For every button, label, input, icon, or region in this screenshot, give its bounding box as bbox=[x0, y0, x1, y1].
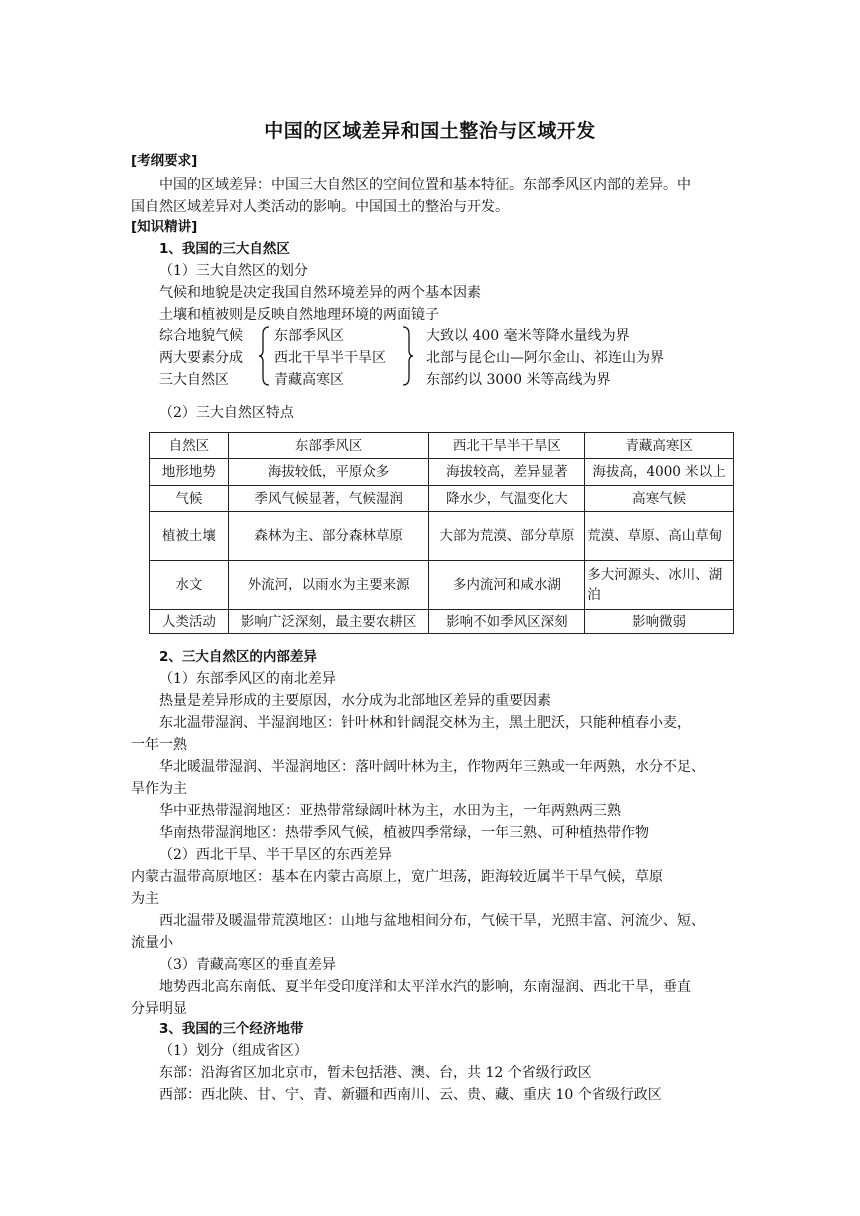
section-1-sub-2: （2）三大自然区特点 bbox=[159, 405, 294, 421]
left-brace bbox=[258, 326, 270, 386]
section-2-line-8b: 分异明显 bbox=[131, 1001, 187, 1017]
section-2-line-3a: 华北暖温带湿润、半湿润地区：落叶阔叶林为主，作物两年三熟或一年两熟，水分不足、 bbox=[159, 759, 705, 775]
brace-right-line-3: 东部约以 3000 米等高线为界 bbox=[426, 372, 611, 388]
section-3-heading: 3、我国的三个经济地带 bbox=[159, 1021, 304, 1037]
table-row bbox=[150, 610, 734, 634]
table-cell: 水文 bbox=[150, 561, 229, 610]
table-cell: 气候 bbox=[150, 486, 229, 512]
table-cell: 人类活动 bbox=[150, 610, 229, 634]
table-row bbox=[150, 486, 734, 512]
table-cell: 海拔高，4000 米以上 bbox=[585, 459, 734, 486]
section-2-sub-2: （2）西北干旱、半干旱区的东西差异 bbox=[159, 847, 392, 863]
table-header-row bbox=[150, 433, 734, 459]
table-header-cell: 自然区 bbox=[150, 433, 229, 459]
section-1-heading: 1、我国的三大自然区 bbox=[159, 241, 290, 257]
section-3-line-1: 东部：沿海省区加北京市，暂未包括港、澳、台，共 12 个省级行政区 bbox=[159, 1065, 592, 1081]
table-cell: 影响微弱 bbox=[585, 610, 734, 634]
table-cell: 降水少，气温变化大 bbox=[429, 486, 585, 512]
table-row bbox=[150, 561, 734, 610]
section-2-line-8a: 地势西北高东南低、夏半年受印度洋和太平洋水汽的影响，东南湿润、西北干旱，垂直 bbox=[159, 979, 691, 995]
section-2-line-2a: 东北温带湿润、半湿润地区：针叶林和针阔混交林为主，黑土肥沃，只能种植春小麦， bbox=[159, 715, 691, 731]
section-2-sub-1: （1）东部季风区的南北差异 bbox=[159, 671, 336, 687]
section-3-sub-1: （1）划分（组成省区） bbox=[159, 1043, 308, 1059]
section-2-sub-3: （3）青藏高寒区的垂直差异 bbox=[159, 957, 336, 973]
section-2-line-7b: 流量小 bbox=[131, 935, 173, 951]
brace-mid-line-1: 东部季风区 bbox=[274, 328, 344, 344]
table-cell: 多大河源头、冰川、湖泊 bbox=[585, 561, 734, 610]
table-cell: 大部为荒漠、部分草原 bbox=[429, 512, 585, 561]
kaogang-text-2: 国自然区域差异对人类活动的影响。中国国土的整治与开发。 bbox=[131, 199, 509, 215]
table-cell: 森林为主、部分森林草原 bbox=[228, 512, 429, 561]
brace-mid-line-3: 青藏高寒区 bbox=[274, 372, 344, 388]
table-cell: 影响广泛深刻，最主要农耕区 bbox=[228, 610, 429, 634]
section-2-line-5: 华南热带湿润地区：热带季风气候，植被四季常绿，一年三熟、可种植热带作物 bbox=[159, 825, 649, 841]
natural-zone-table bbox=[149, 432, 734, 634]
section-1-line-1: 气候和地貌是决定我国自然环境差异的两个基本因素 bbox=[159, 285, 481, 301]
section-1-sub-1: （1）三大自然区的划分 bbox=[159, 263, 308, 279]
brace-right-line-2: 北部与昆仑山—阿尔金山、祁连山为界 bbox=[426, 350, 664, 366]
brace-right-line-1: 大致以 400 毫米等降水量线为界 bbox=[426, 328, 630, 344]
section-2-line-6b: 为主 bbox=[131, 891, 159, 907]
table-row bbox=[150, 459, 734, 486]
page-title: 中国的区域差异和国土整治与区域开发 bbox=[264, 120, 596, 142]
section-2-line-7a: 西北温带及暖温带荒漠地区：山地与盆地相间分布，气候干旱，光照丰富、河流少、短、 bbox=[159, 913, 705, 929]
section-2-line-2b: 一年一熟 bbox=[131, 737, 187, 753]
table-cell: 海拔较低，平原众多 bbox=[228, 459, 429, 486]
table-cell: 海拔较高，差异显著 bbox=[429, 459, 585, 486]
table-header-cell: 青藏高寒区 bbox=[585, 433, 734, 459]
table-cell: 季风气候显著，气候湿润 bbox=[228, 486, 429, 512]
table-cell: 荒漠、草原、高山草甸 bbox=[585, 512, 734, 561]
table-cell: 影响不如季风区深刻 bbox=[429, 610, 585, 634]
section-2-line-4: 华中亚热带湿润地区：亚热带常绿阔叶林为主，水田为主，一年两熟两三熟 bbox=[159, 803, 621, 819]
right-brace bbox=[402, 326, 414, 386]
section-2-line-1: 热量是差异形成的主要原因，水分成为北部地区差异的重要因素 bbox=[159, 693, 551, 709]
table-cell: 多内流河和咸水湖 bbox=[429, 561, 585, 610]
section-2-line-6a: 内蒙古温带高原地区：基本在内蒙古高原上，宽广坦荡，距海较近属半干旱气候，草原 bbox=[131, 869, 663, 885]
brace-left-line-1: 综合地貌气候 bbox=[159, 328, 243, 344]
table-cell: 高寒气候 bbox=[585, 486, 734, 512]
table-cell: 植被土壤 bbox=[150, 512, 229, 561]
zhishi-heading: [知识精讲] bbox=[131, 219, 198, 235]
table-header-cell: 东部季风区 bbox=[228, 433, 429, 459]
table-header-cell: 西北干旱半干旱区 bbox=[429, 433, 585, 459]
table-row bbox=[150, 512, 734, 561]
brace-left-line-2: 两大要素分成 bbox=[159, 350, 243, 366]
table-cell: 外流河，以雨水为主要来源 bbox=[228, 561, 429, 610]
brace-left-line-3: 三大自然区 bbox=[159, 372, 229, 388]
brace-mid-line-2: 西北干旱半干旱区 bbox=[274, 350, 386, 366]
kaogang-heading: [考纲要求] bbox=[131, 153, 198, 169]
table-cell: 地形地势 bbox=[150, 459, 229, 486]
section-1-line-2: 土壤和植被则是反映自然地理环境的两面镜子 bbox=[159, 307, 439, 323]
section-2-heading: 2、三大自然区的内部差异 bbox=[159, 649, 317, 665]
kaogang-text-1: 中国的区域差异：中国三大自然区的空间位置和基本特征。东部季风区内部的差异。中 bbox=[159, 177, 691, 193]
section-3-line-2: 西部：西北陕、甘、宁、青、新疆和西南川、云、贵、藏、重庆 10 个省级行政区 bbox=[159, 1087, 662, 1103]
section-2-line-3b: 旱作为主 bbox=[131, 781, 187, 797]
